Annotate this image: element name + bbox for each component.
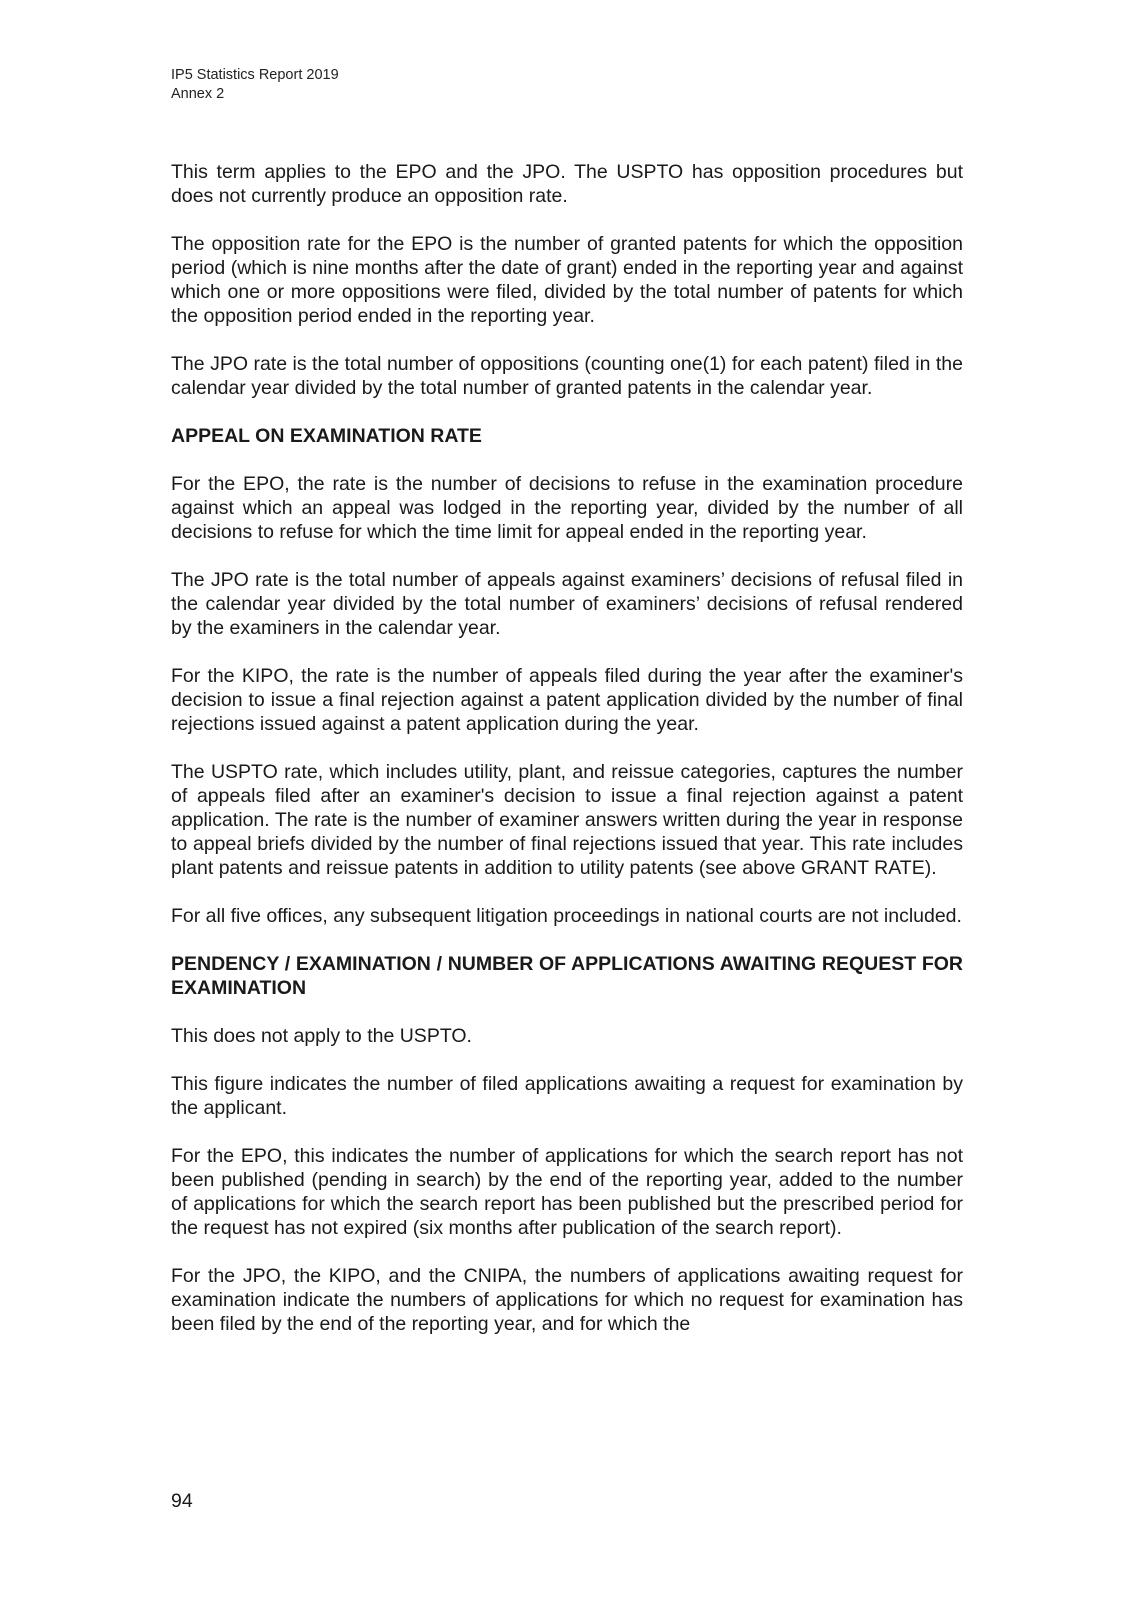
- paragraph-figure-definition: This figure indicates the number of filed applications awaiting a request for examination by the applicant.: [171, 1073, 963, 1119]
- running-header: [171, 66, 339, 104]
- page-number: 94: [171, 1490, 193, 1512]
- body-content: [171, 160, 963, 1360]
- paragraph-jpo-appeal-rate: The JPO rate is the total number of appeals against examiners’ decisions of refusal filed in the calendar year divided by the total number of examiners’ decisions of refusal rendered by the examiners in the calendar year.: [171, 569, 963, 639]
- paragraph-epo-appeal-rate: For the EPO, the rate is the number of decisions to refuse in the examination procedure against which an appeal was lodged in the reporting year, divided by the number of all decisions to refuse for which the time limit for appeal ended in the reporting year.: [171, 473, 963, 543]
- paragraph-epo-opposition-rate: The opposition rate for the EPO is the number of granted patents for which the opposition period (which is nine months after the date of grant) ended in the reporting year and against which one or more oppositions were filed, divided by the total number of patents for which the opposition period ended in the reporting year.: [171, 233, 963, 327]
- header-report-title: IP5 Statistics Report 2019: [171, 67, 339, 83]
- paragraph-uspto-appeal-rate: The USPTO rate, which includes utility, plant, and reissue categories, captures the number of appeals filed after an examiner's decision to issue a final rejection against a patent application. The rate is the number of examiner answers written during the year in response to appeal briefs divided by the number of final rejections issued that year. This rate includes plant patents and reissue patents in addition to utility patents (see above GRANT RATE).: [171, 761, 963, 879]
- heading-appeal-rate: APPEAL ON EXAMINATION RATE: [171, 425, 482, 447]
- header-annex-label: Annex 2: [171, 86, 225, 102]
- paragraph-kipo-appeal-rate: For the KIPO, the rate is the number of appeals filed during the year after the examiner's decision to issue a final rejection against a patent application divided by the number of final rejections issued against a patent application during the year.: [171, 665, 963, 735]
- paragraph-uspto-not-applicable: This does not apply to the USPTO.: [171, 1025, 472, 1047]
- paragraph-jpo-kipo-cnipa-awaiting-request: For the JPO, the KIPO, and the CNIPA, the numbers of applications awaiting request for examination indicate the numbers of applications for which no request for examination has been filed by the end of the reporting year, and for which the: [171, 1265, 963, 1335]
- paragraph-epo-awaiting-request: For the EPO, this indicates the number of applications for which the search report has not been published (pending in search) by the end of the reporting year, added to the number of applications for which the search report has been published but the prescribed period for the request has not expired (six months after publication of the search report).: [171, 1145, 963, 1239]
- heading-pendency-awaiting-request: PENDENCY / EXAMINATION / NUMBER OF APPLICATIONS AWAITING REQUEST FOR EXAMINATION: [171, 953, 963, 999]
- paragraph-litigation-note: For all five offices, any subsequent litigation proceedings in national courts are not included.: [171, 905, 962, 927]
- paragraph-jpo-opposition-rate: The JPO rate is the total number of oppositions (counting one(1) for each patent) filed in the calendar year divided by the total number of granted patents in the calendar year.: [171, 353, 963, 399]
- paragraph-opposition-scope: This term applies to the EPO and the JPO. The USPTO has opposition procedures but does not currently produce an opposition rate.: [171, 161, 963, 207]
